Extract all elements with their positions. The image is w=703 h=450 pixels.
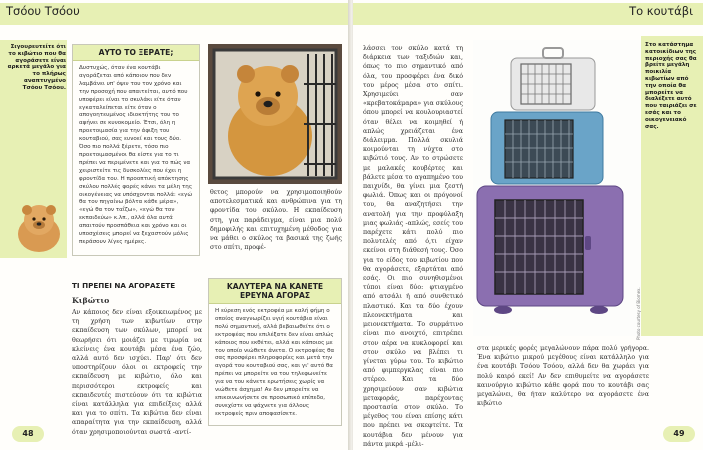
- market-research-body: Η εύρεση ενός εκτροφέα με καλή φήμη ο οποίος αναγνωρίζει υγιή κουτάβια είναι πολύ σημαντική, αλλά βεβαιωθείτε ότι ο εκτροφέας που επιλέξατε δεν είναι απλώς κάποιος που εκθέτει, αλλά και κάποιος με τον οποίο νιώθετε άνετα. Ο εκτροφέας θα σας προσφέρει πληροφορίες και μετά την αγορά του κουταβιού σας, και γι' αυτό θα πρέπει να μπορείτε να του τηλεφωνείτε για να του κάνετε ερωτήσεις χωρίς να νιώθετε άσχημα! Αν δεν μπορείτε να επικοινωνήσετε σε προσωπικό επίπεδο, συνεχίστε να ψάχνετε για άλλους εκτροφείς πριν αποφασίσετε.: [215, 308, 335, 417]
- did-you-know-title: ΑΥΤΟ ΤΟ ΞΕΡΑΤΕ;: [73, 45, 199, 61]
- left-col-b-text: θετος μπορούν να χρησιμοποιηθούν αποτελεσματικά και ανθρώπινα για τη φροντίδα του σκύλου. Η εκπαίδευση στη, για παράδειγμα, είναι μια πολύ δημοφιλής και επιτυχημένη μέθοδος για να μάθει ο σκύλος τα βασικά της ζωής στο σπίτι, προφέ-: [210, 189, 342, 252]
- right-col-c-text: λάσσει τον σκύλο κατά τη διάρκεια των ταξιδιών και, όπως το πιο σημαντικό από όλα, του προσφέρει ένα δικό του μέρος μέσα στο σπίτι. Χρησιμεύει σαν «κρεβατοκάμαρα» για σκύλους όπου μπορεί να κουλουριαστεί όταν θέλει να κοιμηθεί ή απλώς χρειάζεται ένα διάλειμμα. Πολλά σκυλιά κοιμούνται τη νύχτα στο κιβώτιό τους. Αν το στρώσετε με μαλακές κουβέρτες και βάλετε μέσα το αγαπημένο του παιχνίδι, θα γίνει μια ζεστή φωλιά. Όπως και οι πρόγονοί του, θα αναζητήσει την ανατολή για την προφύλαξη μιας φωλιάς -απλώς, εσείς του παρέχετε κάτι πολύ πιο πολυτελές από ό,τι είχαν εκείνοι στη διάθεσή τους. Όσο για το είδος του κιβωτίου που θα αγοράσετε, εξαρτάται από εσάς. Οι πιο συνηθισμένοι τύποι είναι δύο: φτιαγμένο από ατσάλι ή από συνθετικό πλαστικό. Και τα δύο έχουν πλεονεκτήματα και μειονεκτήματα. Το συρμάτινο είναι πιο ανοιχτό, επιτρέπει στον αέρα να κυκλοφορεί και στον σκύλο να βλέπει τι γίνεται γύρω του. Το κιβώτιο από φιμπεργκλας είναι πιο στέρεο. Και τα δύο χρησιμεύουν σαν κιβώτια μεταφοράς, παρέχοντας προστασία στον σκύλο. Το μέγεθος του είναι επίσης κάτι που πρέπει να σκεφτείτε. Τα κουτάβια δεν μένουν για πάντα μικρά -μέλι-: [363, 45, 463, 448]
- crate-subheading: Κιβώτιο: [72, 296, 110, 305]
- right-page: [353, 0, 703, 450]
- right-side-caption: Στο κατάστημα κατοικίδιων της περιοχής σας θα βρείτε μεγάλη ποικιλία κιβωτίων από την οποία θα μπορείτε να διαλέξετε αυτό που ταιριάζει σε εσάς και το οικογενειακό σας.: [645, 42, 697, 130]
- did-you-know-box: [72, 44, 200, 256]
- page-number-right: 49: [663, 426, 695, 442]
- right-col-d-text: στα μερικές φορές μεγαλώνουν πάρα πολύ γρήγορα. Ένα κιβώτιο μικρού μεγέθους είναι κατάλληλο για ένα κουτάβι Τσόου Τσόου, αλλά δεν θα χωράει για πολύ καιρό εκεί! Αν δεν επιθυμείτε να αγοράσετε καινούργιο κιβώτιο κάθε φορά που το κουτάβι σας μεγαλώνει, θα ήταν καλύτερο να αγοράσετε ένα κιβώτιο: [477, 345, 649, 408]
- left-page: [0, 0, 350, 450]
- market-research-title: ΚΑΛΥΤΕΡΑ ΝΑ ΚΑΝΕΤΕ ΕΡΕΥΝΑ ΑΓΟΡΑΣ: [209, 279, 341, 304]
- market-research-box: [208, 278, 342, 426]
- did-you-know-body: Δυστυχώς, όταν ένα κουτάβι αγοράζεται από κάποιον που δεν λαμβάνει υπ' όψιν του τον χρόνο και την προσοχή που απαιτείται, αυτό που υποφέρει είναι το σκυλάκι είτε όταν εγκαταλείπεται είτε όταν ο απογοητευμένος ιδιοκτήτης του το αφήνει σε κυνοκομείο. Έτσι, όλη η προετοιμασία για την άφιξη του κουταβιού, σας ευνοεί και τους δύο. Όσο πιο πολλά ξέρετε, τόσο πιο προετοιμασμένοι θα είστε για το τι πρέπει να περιμένετε και για το πώς να χειριστείτε τις δυσκολίες που έχει η φροντίδα του. Η προοπτική απόκτησης σκύλου πολλές φορές κάνει τα μέλη της οικογένειας να υπόσχονται πολλά: «εγώ θα τον πηγαίνω βόλτα κάθε μέρα», «εγώ θα τον ταΐζω», «εγώ θα τον εκπαιδεύω» κ.λπ., αλλά όλα αυτά απαιτούν προσπάθεια και χρόνο και οι υποσχέσεις μπορεί να ξεχαστούν μόλις περάσουν λίγες ημέρες.: [79, 65, 193, 245]
- page-number-left: 48: [12, 426, 44, 442]
- left-col-a-text: Αν κάποιος δεν είναι εξοικειωμένος με τη χρήση των κιβωτίων στην εκπαίδευση των σκύλων, μπορεί να θεωρήσει ότι μοιάζει με τιμωρία να κλείνεις ένα κουτάβι μέσα ένα ζώο, αλλά αυτό δεν ισχύει. Παρ' ότι δεν υποστηρίζουν όλοι οι εκτροφείς την εκπαίδευση με κιβώτιο, όλο και περισσότεροι εκτροφείς και εκπαιδευτές πιστεύουν ότι τα κιβώτια είναι κατάλληλα για επιδείξεις αλλά και για το σπίτι. Τα κιβώτια δεν είναι απαραίτητα για την εκπαίδευση, αλλά όταν χρησιμοποιούνται σωστά -αντί-: [72, 309, 202, 436]
- stacked-crates-photo: [473, 40, 641, 336]
- right-header-title: Το κουτάβι: [629, 4, 693, 18]
- photo-credit: Photo courtesy of Biomex.: [636, 287, 641, 340]
- chow-puppy-thumbnail: [14, 200, 64, 254]
- what-to-buy-heading: ΤΙ ΠΡΕΠΕΙ ΝΑ ΑΓΟΡΑΣΕΤΕ: [72, 281, 176, 290]
- chow-in-crate-photo: [208, 44, 342, 184]
- left-header-title: Τσόου Τσόου: [6, 4, 80, 18]
- left-side-caption: Σιγουρευτείτε ότι το κιβώτιο που θα αγοράσετε είναι αρκετά μεγάλο για το πλήρως αναπτυγμένο Τσόου Τσόου.: [7, 44, 66, 91]
